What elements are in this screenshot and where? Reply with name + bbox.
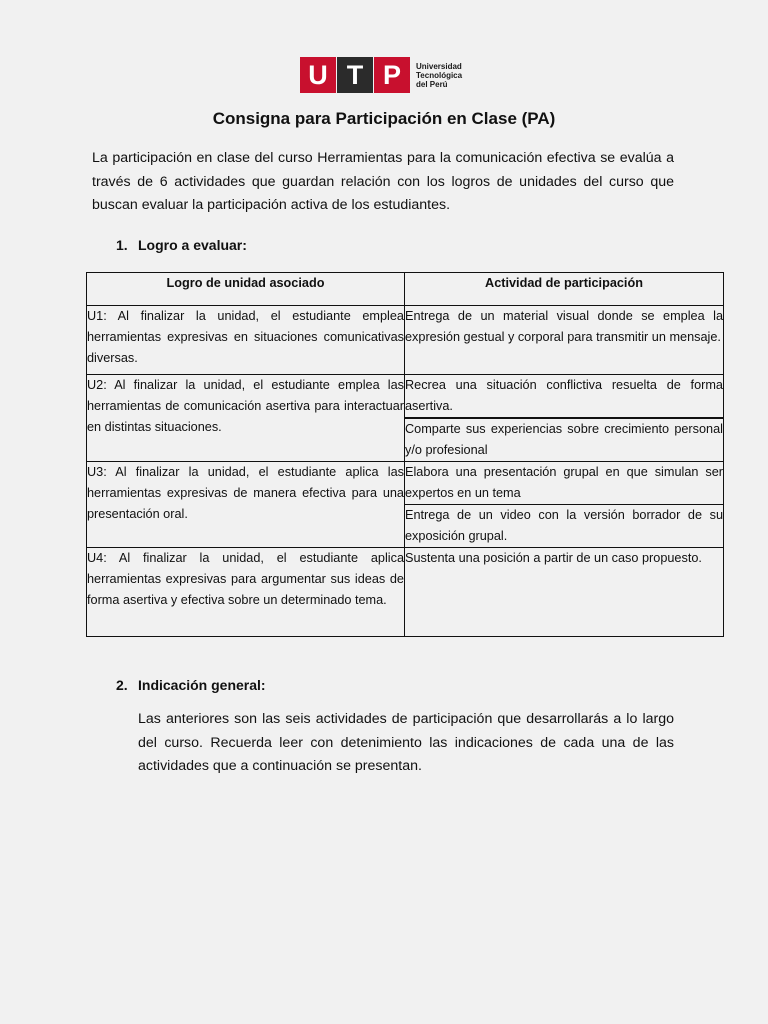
general-indication-paragraph: Las anteriores son las seis actividades de participación que desarrollarás a lo largo del curso. Recuerda leer con detenimiento las indicaciones de cada una de las actividades que a continuación se presentan. — [138, 711, 674, 774]
activity-cell: Elabora una presentación grupal en que simulan ser expertos en un tema — [405, 462, 724, 505]
logo-text-line-2: Tecnológica — [416, 70, 463, 80]
document-title: Consigna para Participación en Clase (PA) — [212, 109, 556, 128]
unit-cell-u3: U3: Al finalizar la unidad, el estudiante aplica las herramientas expresivas de manera efectiva para una presentación oral. — [87, 462, 405, 548]
section-1-heading — [116, 237, 247, 253]
table-header-row — [87, 273, 724, 306]
intro-paragraph: La participación en clase del curso Herramientas para la comunicación efectiva se evalúa a través de 6 actividades que guardan relación con los logros de unidades del curso que buscan evaluar la participación activa de los estudiantes. — [92, 150, 674, 213]
header-unit: Logro de unidad asociado — [87, 273, 405, 306]
table-row — [87, 548, 724, 637]
activity-cell: Entrega de un material visual donde se emplea la expresión gestual y corporal para transmitir un mensaje. — [405, 306, 724, 375]
logo-letter-u: U — [300, 57, 336, 93]
table-row — [87, 306, 724, 375]
activity-cell: Entrega de un video con la versión borrador de su exposición grupal. — [405, 505, 724, 548]
logo-text-line-1: Universidad — [416, 61, 462, 71]
table-row — [87, 462, 724, 505]
logo-text-line-3: del Perú — [416, 79, 448, 89]
header-activity: Actividad de participación — [405, 273, 724, 306]
section-1-title: Logro a evaluar: — [138, 237, 247, 253]
table-row — [87, 375, 724, 419]
section-1-number: 1. — [116, 237, 128, 253]
logo-text — [416, 62, 462, 89]
logo-letter-t: T — [337, 57, 373, 93]
activity-cell: Recrea una situación conflictiva resuelta de forma asertiva. — [405, 375, 724, 419]
section-2-title: Indicación general: — [138, 677, 266, 693]
unit-cell-u1: U1: Al finalizar la unidad, el estudiante emplea herramientas expresivas en situaciones comunicativas diversas. — [87, 306, 405, 375]
section-2-heading — [116, 677, 266, 693]
unit-cell-u2: U2: Al finalizar la unidad, el estudiante emplea las herramientas de comunicación asertiva para interactuar en distintas situaciones. — [87, 375, 405, 462]
achievement-table — [86, 272, 724, 637]
logo-letter-p: P — [374, 57, 410, 93]
utp-logo — [300, 57, 462, 93]
activity-cell: Comparte sus experiencias sobre crecimiento personal y/o profesional — [405, 418, 724, 462]
section-2-number: 2. — [116, 677, 128, 693]
unit-cell-u4: U4: Al finalizar la unidad, el estudiante aplica herramientas expresivas para argumentar sus ideas de forma asertiva y efectiva sobre un determinado tema. — [87, 548, 405, 637]
activity-cell: Sustenta una posición a partir de un caso propuesto. — [405, 548, 724, 637]
